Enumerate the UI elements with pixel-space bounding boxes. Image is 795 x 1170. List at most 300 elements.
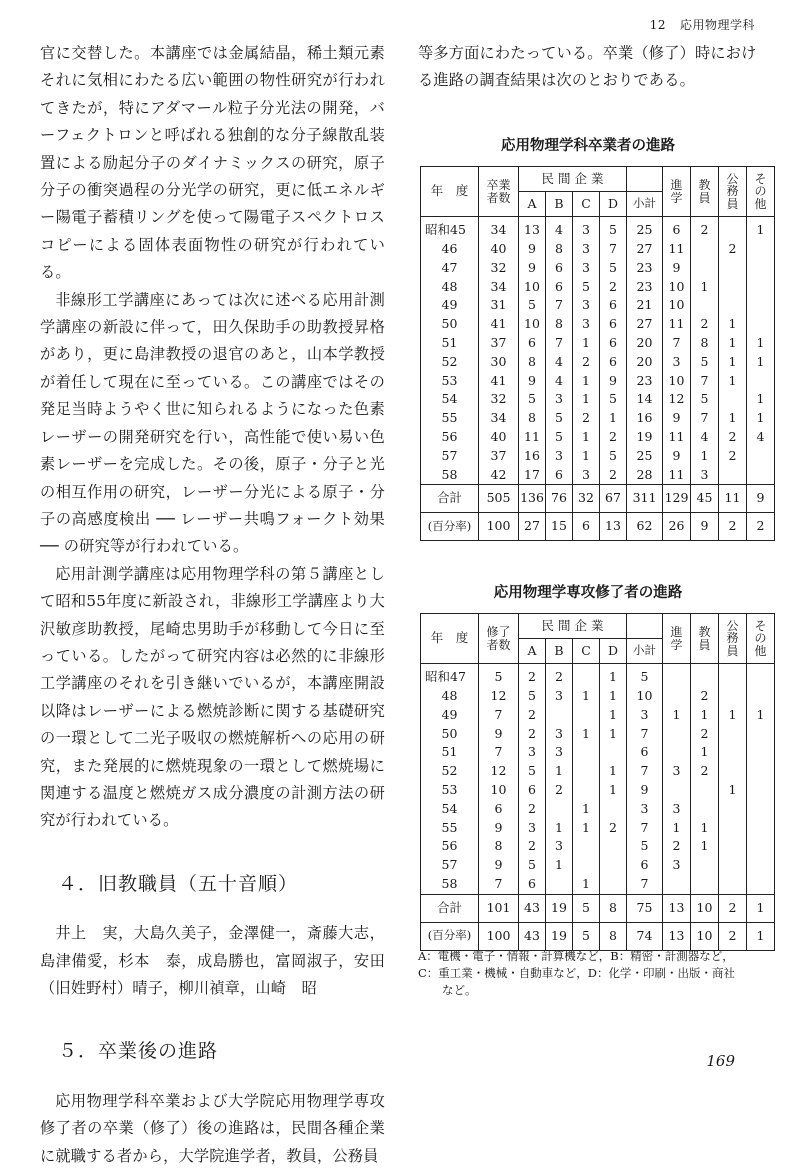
header-further-study: 進 学 [663,614,691,664]
cell: 2 [719,240,747,259]
total-cell: 10 [691,894,719,922]
cell: 2 [600,428,627,447]
cell: 9 [663,447,691,466]
cell: 8 [691,334,719,353]
table-row [421,259,775,278]
table-row [421,706,775,725]
cell: 6 [600,315,627,334]
total-cell: 45 [691,485,719,513]
header-category-b: B [546,192,573,217]
cell: 1 [573,818,600,837]
cell [747,465,775,484]
cell: 34 [479,409,519,428]
table-row [421,875,775,894]
header-category-c: C [573,192,600,217]
table-row [421,447,775,466]
total-cell: 43 [519,894,546,922]
percent-cell: 2 [719,513,747,541]
cell: 2 [691,217,719,240]
cell [747,762,775,781]
table-row [421,687,775,706]
cell: 25 [627,447,663,466]
cell: 7 [627,724,663,743]
cell [663,743,691,762]
cell: 2 [600,465,627,484]
total-cell: 101 [479,894,519,922]
cell [747,664,775,687]
percent-cell: 19 [546,922,573,950]
cell: 1 [546,856,573,875]
cell: 1 [573,371,600,390]
cell [747,259,775,278]
cell [747,837,775,856]
cell: 9 [519,240,546,259]
cell: 40 [479,428,519,447]
table-row [421,371,775,390]
cell: 4 [546,217,573,240]
cell [719,856,747,875]
cell: 11 [663,315,691,334]
cell: 3 [519,743,546,762]
total-cell: 9 [747,485,775,513]
table-row [421,743,775,762]
cell: 2 [519,837,546,856]
table-row [421,428,775,447]
cell: 3 [546,724,573,743]
table-row-total [421,485,775,513]
cell [600,856,627,875]
percent-cell: 13 [600,513,627,541]
cell [719,259,747,278]
header-civil-servant: 公 務 員 [719,167,747,217]
percent-label: (百分率) [421,513,479,541]
header-blank [627,167,663,192]
cell: 20 [627,353,663,372]
cell: 1 [719,334,747,353]
cell: 17 [519,465,546,484]
cell: 23 [627,259,663,278]
cell [691,781,719,800]
cell: 6 [663,217,691,240]
row-year: 49 [421,296,479,315]
cell: 5 [519,856,546,875]
cell [747,781,775,800]
cell: 5 [573,277,600,296]
left-column [40,40,385,1170]
total-cell: 32 [573,485,600,513]
cell: 3 [663,762,691,781]
section-heading-former-staff: ４．旧教職員（五十音順） [58,872,299,895]
cell: 4 [546,371,573,390]
cell: 21 [627,296,663,315]
cell: 5 [600,390,627,409]
cell: 10 [663,296,691,315]
row-year: 52 [421,762,479,781]
cell: 5 [519,390,546,409]
cell: 13 [519,217,546,240]
cell: 23 [627,371,663,390]
cell [719,743,747,762]
cell: 3 [573,465,600,484]
percent-cell: 100 [479,922,519,950]
cell: 1 [600,409,627,428]
header-count: 修了 者数 [479,614,519,664]
cell [747,687,775,706]
header-category-b: B [546,639,573,664]
header-subtotal: 小計 [627,639,663,664]
cell: 2 [691,315,719,334]
cell: 34 [479,217,519,240]
cell: 32 [479,259,519,278]
cell: 3 [627,800,663,819]
cell: 1 [747,334,775,353]
cell: 1 [573,800,600,819]
cell: 1 [719,315,747,334]
row-year: 53 [421,781,479,800]
cell: 6 [519,334,546,353]
cell: 3 [627,706,663,725]
cell: 23 [627,277,663,296]
header-subtotal: 小計 [627,192,663,217]
cell [663,724,691,743]
header-category-c: C [573,639,600,664]
cell: 5 [546,428,573,447]
cell: 10 [627,687,663,706]
cell: 1 [600,781,627,800]
cell: 7 [663,334,691,353]
total-cell: 11 [719,485,747,513]
cell: 5 [600,447,627,466]
cell: 25 [627,217,663,240]
cell: 12 [663,390,691,409]
cell: 2 [600,277,627,296]
cell: 1 [573,875,600,894]
cell: 1 [691,277,719,296]
cell [747,296,775,315]
chapter-number: 12 [649,18,666,32]
cell [747,743,775,762]
cell: 1 [546,818,573,837]
cell: 8 [519,353,546,372]
cell: 2 [573,353,600,372]
header-year: 年 度 [421,614,479,664]
cell [747,818,775,837]
cell: 3 [546,743,573,762]
table-row [421,465,775,484]
cell: 8 [546,315,573,334]
cell: 42 [479,465,519,484]
cell [719,762,747,781]
cell [663,781,691,800]
cell: 11 [663,428,691,447]
cell: 5 [479,664,519,687]
cell [600,875,627,894]
cell: 7 [627,818,663,837]
header-private-companies: 民 間 企 業 [519,614,627,639]
cell: 5 [691,390,719,409]
table-row [421,277,775,296]
row-year: 49 [421,706,479,725]
table-row [421,762,775,781]
cell [747,371,775,390]
total-cell: 75 [627,894,663,922]
cell: 6 [519,781,546,800]
total-cell: 2 [719,894,747,922]
table-title-undergraduate: 応用物理学科卒業者の進路 [501,138,675,154]
percent-cell: 13 [663,922,691,950]
percent-cell: 26 [663,513,691,541]
row-year: 50 [421,724,479,743]
cell: 1 [691,837,719,856]
cell: 5 [546,409,573,428]
table-row-percent [421,513,775,541]
cell: 7 [479,706,519,725]
cell: 9 [519,371,546,390]
cell: 10 [519,315,546,334]
cell: 10 [479,781,519,800]
cell: 27 [627,315,663,334]
percent-cell: 2 [747,513,775,541]
cell: 1 [573,447,600,466]
cell [573,762,600,781]
cell: 5 [600,259,627,278]
cell: 5 [600,217,627,240]
table-row [421,409,775,428]
cell: 11 [519,428,546,447]
total-cell: 129 [663,485,691,513]
cell: 5 [519,762,546,781]
table-footnote [418,948,763,999]
cell [691,800,719,819]
percent-cell: 10 [691,922,719,950]
cell [747,315,775,334]
cell: 41 [479,315,519,334]
cell: 6 [546,465,573,484]
header-blank [627,614,663,639]
cell: 8 [479,837,519,856]
cell [719,724,747,743]
cell: 9 [663,409,691,428]
table-row [421,781,775,800]
cell: 2 [546,664,573,687]
cell: 3 [546,390,573,409]
cell: 20 [627,334,663,353]
cell: 2 [519,664,546,687]
row-year: 55 [421,409,479,428]
cell [691,259,719,278]
cell: 7 [479,743,519,762]
header-teacher: 教 員 [691,614,719,664]
cell [546,800,573,819]
cell: 6 [600,296,627,315]
cell: 1 [747,706,775,725]
cell: 5 [519,687,546,706]
total-cell: 311 [627,485,663,513]
cell: 3 [663,353,691,372]
cell: 1 [691,706,719,725]
row-year: 昭和45 [421,217,479,240]
cell: 1 [719,706,747,725]
cell [691,875,719,894]
footnote-line: A：電機・電子・情報・計算機など，B：精密・計測器など， [418,949,734,963]
row-year: 54 [421,390,479,409]
cell: 9 [479,818,519,837]
cell: 14 [627,390,663,409]
table-row [421,856,775,875]
row-year: 58 [421,465,479,484]
row-year: 昭和47 [421,664,479,687]
header-category-a: A [519,192,546,217]
table-row [421,664,775,687]
row-year: 51 [421,334,479,353]
cell: 3 [573,296,600,315]
cell [573,706,600,725]
cell [573,664,600,687]
cell: 5 [519,296,546,315]
table-row [421,315,775,334]
cell [747,277,775,296]
cell: 1 [573,687,600,706]
table-row [421,353,775,372]
table-row [421,390,775,409]
cell: 1 [600,762,627,781]
cell: 7 [627,762,663,781]
row-year: 46 [421,240,479,259]
page-number: 169 [706,1052,735,1070]
cell: 3 [573,259,600,278]
paragraph: 官に交替した。本講座では金属結晶，稀土類元素それに気相にわたる広い範囲の物性研究が行われてきたが，特にアダマール粒子分光法の開発，バーフェクトロンと呼ばれる独創的な分子線散乱装置による励起分子のダイナミックスの研究，原子分子の衝突過程の分光学の研究，更に低エネルギー陽電子蓄積リングを使って陽電子スペクトロスコピーによる固体表面物性の研究が行われている。 [40,44,385,282]
cell: 12 [479,762,519,781]
cell: 32 [479,390,519,409]
cell: 2 [691,762,719,781]
cell [691,296,719,315]
header-year: 年 度 [421,167,479,217]
header-category-a: A [519,639,546,664]
total-cell: 19 [546,894,573,922]
cell: 1 [600,664,627,687]
header-category-d: D [600,192,627,217]
cell: 3 [573,240,600,259]
row-year: 55 [421,818,479,837]
cell: 6 [519,875,546,894]
cell: 3 [663,800,691,819]
header-other: そ の 他 [747,614,775,664]
cell: 4 [691,428,719,447]
cell [546,875,573,894]
cell: 1 [747,390,775,409]
cell [719,800,747,819]
cell [600,743,627,762]
cell: 7 [546,334,573,353]
paragraph: 非線形工学講座にあっては次に述べる応用計測学講座の新設に伴って，田久保助手の助教授昇格があり，更に島津教授の退官のあと，山本学教授が着任して現在に至っている。この講座ではその発足当時ようやく世に知られるようになった色素レーザーの開発研究を行い，高性能で使い易い色素レーザーを完成した。その後，原子・分子と光の相互作用の研究，レーザー分光による原子・分子の高感度検出 ── レーザー共鳴フォークト効果 ── の研究等が行われている。 [40,290,385,556]
cell: 3 [573,315,600,334]
cell: 1 [573,428,600,447]
footnote-line: など。 [442,983,477,997]
header-private-companies: 民 間 企 業 [519,167,627,192]
cell: 27 [627,240,663,259]
cell: 1 [719,371,747,390]
table-row [421,240,775,259]
table-title-graduate: 応用物理学専攻修了者の進路 [493,585,683,601]
cell: 7 [627,875,663,894]
cell: 2 [519,800,546,819]
cell [663,875,691,894]
cell [719,664,747,687]
row-year: 54 [421,800,479,819]
cell [573,743,600,762]
cell [747,800,775,819]
cell [691,240,719,259]
row-year: 57 [421,856,479,875]
percent-cell: 74 [627,922,663,950]
cell: 1 [573,390,600,409]
cell [600,800,627,819]
row-year: 56 [421,837,479,856]
cell: 1 [600,724,627,743]
cell: 7 [691,371,719,390]
cell: 5 [627,837,663,856]
chapter-title: 応用物理学科 [679,18,755,32]
cell: 3 [546,687,573,706]
cell [719,296,747,315]
cell: 10 [663,277,691,296]
percent-cell: 100 [479,513,519,541]
cell: 2 [719,447,747,466]
cell [747,856,775,875]
cell: 2 [519,706,546,725]
cell: 9 [479,724,519,743]
cell: 2 [546,781,573,800]
cell [719,875,747,894]
total-label: 合計 [421,485,479,513]
cell: 40 [479,240,519,259]
cell: 34 [479,277,519,296]
table-row [421,724,775,743]
table-row-total [421,894,775,922]
cell: 1 [600,706,627,725]
cell: 3 [573,217,600,240]
cell [663,687,691,706]
percent-cell: 27 [519,513,546,541]
cell: 12 [479,687,519,706]
percent-cell: 2 [719,922,747,950]
cell: 6 [627,743,663,762]
table-row [421,800,775,819]
table-row [421,296,775,315]
cell: 3 [691,465,719,484]
cell: 1 [719,353,747,372]
total-cell: 5 [573,894,600,922]
cell [691,664,719,687]
cell: 6 [600,353,627,372]
cell: 6 [600,334,627,353]
header-category-d: D [600,639,627,664]
cell [573,781,600,800]
cell: 9 [519,259,546,278]
cell: 2 [573,409,600,428]
row-year: 56 [421,428,479,447]
cell: 6 [546,277,573,296]
total-cell: 13 [663,894,691,922]
cell [747,447,775,466]
cell: 5 [627,664,663,687]
cell [719,687,747,706]
cell: 7 [691,409,719,428]
row-year: 52 [421,353,479,372]
cell: 31 [479,296,519,315]
cell: 30 [479,353,519,372]
percent-cell: 62 [627,513,663,541]
